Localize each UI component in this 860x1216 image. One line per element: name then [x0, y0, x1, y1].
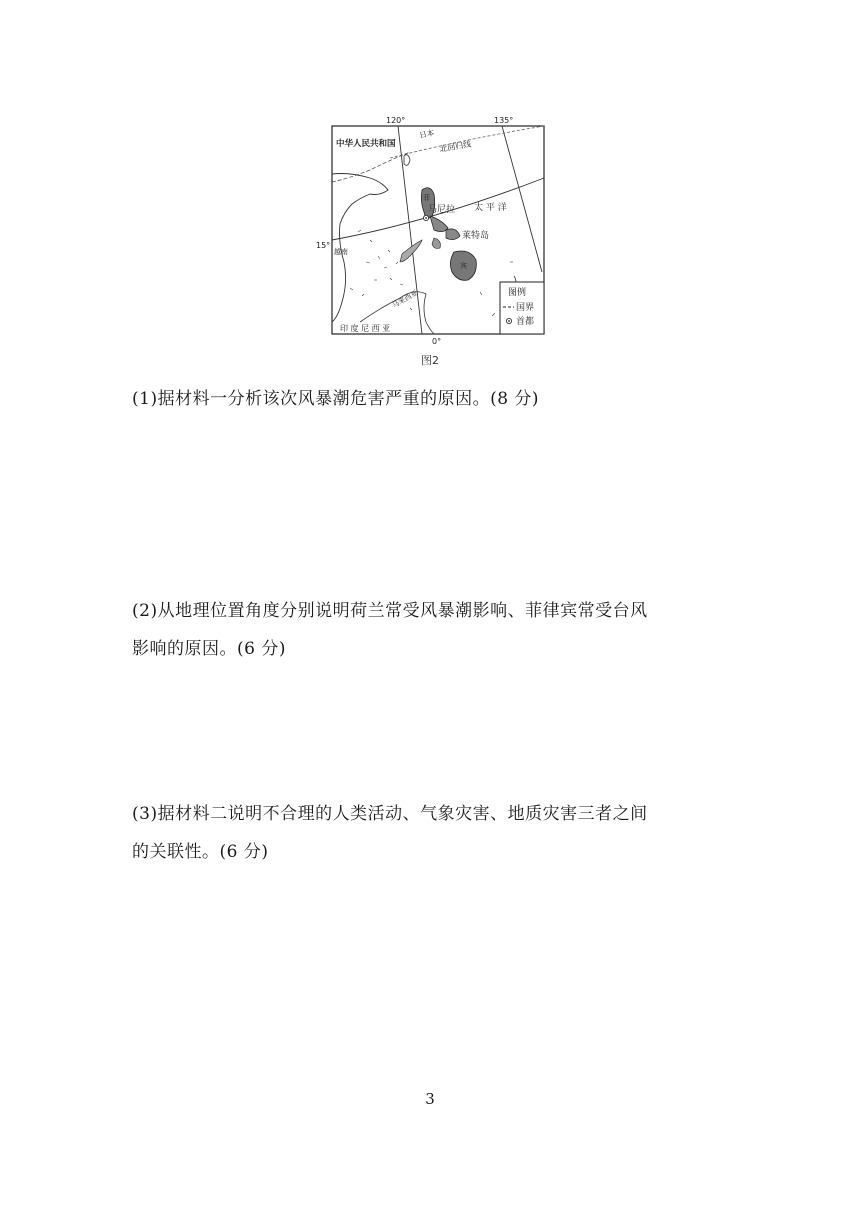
lat-tick-0: 0°	[432, 337, 442, 346]
lat-tick-15: 15°	[316, 241, 331, 250]
question-2-line1: (2)从地理位置角度分别说明荷兰常受风暴潮影响、菲律宾常受台风	[132, 601, 648, 621]
page-number: 3	[425, 1090, 435, 1108]
map-legend	[500, 282, 544, 334]
lon-tick-135: 135°	[494, 116, 514, 125]
figure-caption: 图2	[421, 354, 439, 367]
label-vietnam: 越南	[334, 248, 348, 256]
question-2	[132, 592, 732, 668]
label-indonesia: 印 度 尼 西 亚	[340, 324, 391, 333]
legend-border-label: 国界	[516, 303, 535, 313]
question-3	[132, 795, 732, 871]
question-3-line1: (3)据材料二说明不合理的人类活动、气象灾害、地质灾害三者之间	[132, 804, 648, 824]
label-philippines-b: 宾	[460, 262, 467, 270]
label-china: 中华人民共和国	[336, 139, 396, 149]
lon-tick-120: 120°	[386, 116, 406, 125]
legend-capital-label: 首都	[516, 317, 535, 327]
label-pacific: 太 平 洋	[474, 203, 507, 213]
legend-title: 图例	[508, 288, 527, 298]
label-leyte: 莱特岛	[462, 231, 490, 241]
question-1-text: (1)据材料一分析该次风暴潮危害严重的原因。(8 分)	[132, 389, 540, 409]
philippines-map	[316, 112, 546, 352]
question-1	[132, 380, 732, 418]
question-3-line2: 的关联性。(6 分)	[132, 842, 269, 862]
question-2-line2: 影响的原因。(6 分)	[132, 639, 286, 659]
map-figure	[316, 112, 546, 367]
label-malaysia: 马来西亚	[391, 288, 420, 310]
label-japan: 日本	[418, 128, 436, 140]
label-philippines-a: 菲	[423, 194, 430, 202]
label-tropic: 北回归线	[438, 139, 472, 154]
label-manila: 马尼拉	[428, 205, 456, 215]
